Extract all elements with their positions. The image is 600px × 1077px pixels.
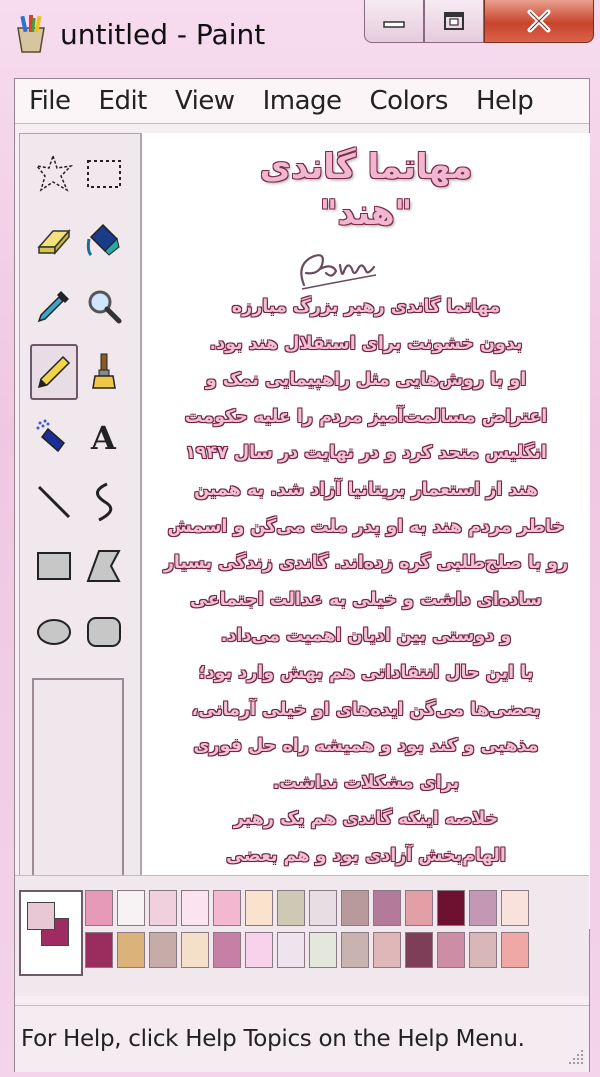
menu-colors[interactable]: Colors bbox=[369, 86, 448, 116]
body-line: مذهبی و کند بود و همیشه راه حل فوری bbox=[193, 736, 539, 757]
color-swatch[interactable] bbox=[149, 932, 177, 968]
body-line: خاطر مردم هند به او پدر ملت می‌گن و اسمش bbox=[167, 516, 565, 537]
brush-icon bbox=[85, 352, 123, 392]
text-icon bbox=[85, 417, 123, 455]
client-area bbox=[14, 78, 590, 1072]
ellipse-tool[interactable] bbox=[32, 606, 76, 658]
maximize-button[interactable] bbox=[424, 0, 484, 43]
color-swatch[interactable] bbox=[501, 890, 529, 926]
menu-edit[interactable]: Edit bbox=[98, 86, 147, 116]
status-text: For Help, click Help Topics on the Help Menu. bbox=[21, 1026, 525, 1052]
canvas-subheading: "هند" bbox=[319, 193, 413, 233]
pencil-icon bbox=[35, 353, 73, 391]
color-swatch[interactable] bbox=[309, 890, 337, 926]
menu-help[interactable]: Help bbox=[475, 86, 534, 116]
color-swatch[interactable] bbox=[309, 932, 337, 968]
color-swatch[interactable] bbox=[245, 932, 273, 968]
toolbox bbox=[19, 133, 141, 927]
body-line: مهاتما گاندی رهبر بزرگ مبارزه bbox=[231, 297, 501, 317]
rectangle-tool[interactable] bbox=[32, 540, 76, 592]
color-swatch[interactable] bbox=[405, 932, 433, 968]
rectangle-select-icon bbox=[85, 157, 123, 191]
signature bbox=[292, 245, 382, 295]
free-form-select-tool[interactable] bbox=[32, 148, 76, 200]
body-line: انگلیس متحد کرد و در نهایت در سال ۱۹۴۷ bbox=[185, 443, 547, 464]
paint-app-icon[interactable] bbox=[14, 14, 48, 54]
fill-tool[interactable] bbox=[82, 214, 126, 266]
color-swatch[interactable] bbox=[437, 890, 465, 926]
window-title: untitled - Paint bbox=[60, 18, 266, 51]
minimize-icon bbox=[382, 14, 406, 28]
polygon-tool[interactable] bbox=[82, 540, 126, 592]
color-swatch[interactable] bbox=[277, 890, 305, 926]
curve-icon bbox=[85, 482, 123, 522]
body-line: و دوستی بین ادیان اهمیت می‌داد. bbox=[220, 626, 512, 647]
window-controls bbox=[364, 0, 594, 46]
rounded-rectangle-tool[interactable] bbox=[82, 606, 126, 658]
body-line: اعتراض مسالمت‌آمیز مردم را علیه حکومت bbox=[184, 406, 548, 427]
body-line: بعضی‌ها می‌گن ایده‌های او خیلی آرمانی، bbox=[191, 699, 541, 720]
drawing-canvas[interactable] bbox=[141, 133, 590, 929]
body-line: رو با صلح‌طلبی گره زده‌اند. گاندی زندگی بسیار bbox=[163, 553, 569, 574]
color-swatch[interactable] bbox=[469, 890, 497, 926]
menu-file[interactable]: File bbox=[29, 86, 71, 116]
color-swatch[interactable] bbox=[277, 932, 305, 968]
rounded-rectangle-icon bbox=[85, 615, 123, 649]
close-button[interactable] bbox=[484, 0, 594, 43]
body-line: هند از استعمار بریتانیا آزاد شد. به همین bbox=[194, 479, 538, 500]
body-line: الهام‌بخش آزادی بود و هم بعضی bbox=[226, 845, 506, 866]
pencil-tool[interactable] bbox=[30, 344, 78, 400]
eraser-icon bbox=[35, 223, 73, 257]
color-swatch[interactable] bbox=[373, 890, 401, 926]
paint-bucket-icon bbox=[85, 221, 123, 259]
color-swatch[interactable] bbox=[501, 932, 529, 968]
color-swatch[interactable] bbox=[213, 890, 241, 926]
magnifier-tool[interactable] bbox=[82, 280, 126, 332]
body-line: او با روش‌هایی مثل راهپیمایی نمک و bbox=[205, 370, 527, 391]
canvas-heading: مهاتما گاندی bbox=[259, 147, 473, 187]
magnifier-icon bbox=[85, 287, 123, 325]
current-colors[interactable] bbox=[19, 890, 83, 976]
color-swatch[interactable] bbox=[117, 890, 145, 926]
color-swatch[interactable] bbox=[341, 890, 369, 926]
body-line: ساده‌ای داشت و خیلی به عدالت اجتماعی bbox=[190, 589, 542, 610]
body-line: بدون خشونت برای استقلال هند بود. bbox=[209, 333, 523, 354]
brush-tool[interactable] bbox=[82, 346, 126, 398]
title-bar[interactable] bbox=[0, 0, 600, 72]
canvas-body-text bbox=[146, 289, 586, 911]
pick-color-tool[interactable] bbox=[32, 280, 76, 332]
color-swatch[interactable] bbox=[149, 890, 177, 926]
color-palette bbox=[85, 890, 561, 968]
minimize-button[interactable] bbox=[364, 0, 424, 43]
color-swatch[interactable] bbox=[181, 890, 209, 926]
color-swatch[interactable] bbox=[373, 932, 401, 968]
menu-bar bbox=[15, 79, 589, 124]
airbrush-icon bbox=[34, 417, 74, 455]
svg-text:A: A bbox=[91, 419, 116, 455]
color-swatch[interactable] bbox=[85, 932, 113, 968]
body-line: خلاصه اینکه گاندی هم یک رهبر bbox=[233, 809, 499, 830]
menu-view[interactable]: View bbox=[174, 86, 235, 116]
color-swatch[interactable] bbox=[469, 932, 497, 968]
status-bar bbox=[15, 1005, 589, 1072]
text-tool[interactable] bbox=[82, 410, 126, 462]
rectangle-icon bbox=[35, 549, 73, 583]
close-icon bbox=[524, 8, 554, 34]
color-swatch[interactable] bbox=[85, 890, 113, 926]
color-swatch[interactable] bbox=[405, 890, 433, 926]
color-swatch[interactable] bbox=[437, 932, 465, 968]
color-swatch[interactable] bbox=[117, 932, 145, 968]
body-line: برای مشکلات نداشت. bbox=[272, 772, 460, 793]
resize-grip-icon[interactable] bbox=[567, 1048, 585, 1066]
polygon-icon bbox=[85, 548, 123, 584]
curve-tool[interactable] bbox=[82, 476, 126, 528]
ellipse-icon bbox=[35, 616, 73, 648]
eraser-tool[interactable] bbox=[32, 214, 76, 266]
color-swatch[interactable] bbox=[341, 932, 369, 968]
free-form-select-icon bbox=[35, 154, 73, 194]
color-box bbox=[15, 875, 589, 996]
color-swatch[interactable] bbox=[213, 932, 241, 968]
line-tool[interactable] bbox=[32, 476, 76, 528]
color-swatch[interactable] bbox=[245, 890, 273, 926]
foreground-color[interactable] bbox=[27, 902, 55, 930]
maximize-icon bbox=[442, 10, 466, 32]
select-tool[interactable] bbox=[82, 148, 126, 200]
line-icon bbox=[35, 483, 73, 521]
color-swatch[interactable] bbox=[181, 932, 209, 968]
eyedropper-icon bbox=[35, 287, 73, 325]
menu-image[interactable]: Image bbox=[262, 86, 342, 116]
body-line: با این حال انتقاداتی هم بهش وارد بود؛ bbox=[198, 662, 534, 683]
airbrush-tool[interactable] bbox=[32, 410, 76, 462]
